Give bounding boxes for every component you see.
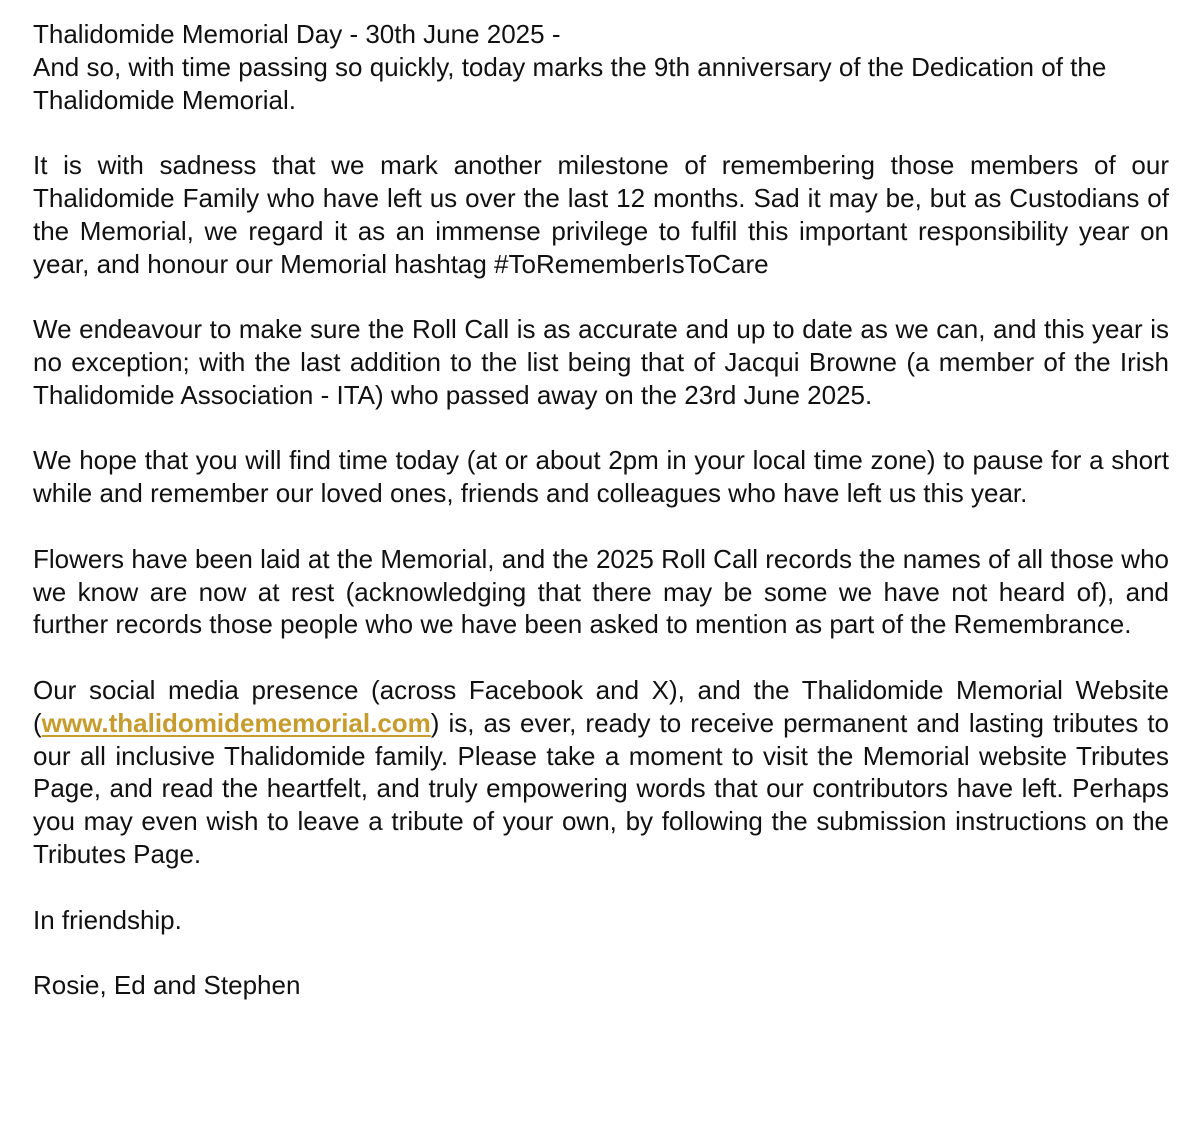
opening-paragraph bbox=[33, 18, 1169, 116]
social-text-after-link: ) is, as ever, ready to receive permanent and lasting tributes to our all inclusive Thalidomide family. Please take a moment to visit the Memorial website Tributes Page, and read the heartfelt, and truly empowering words that our contributors have left. Perhaps you may even wish to leave a tribute of your own, by following the submission instructions on the Tributes Page. bbox=[33, 707, 1169, 869]
paragraph-remember: It is with sadness that we mark another milestone of remembering those members of our Thalidomide Family who have left us over the last 12 months. Sad it may be, but as Custodians of the Memorial, we regard it as an immense privilege to fulfil this important responsibility year on year, and honour our Memorial hashtag #ToRememberIsToCare bbox=[33, 150, 1169, 279]
letter-heading: Thalidomide Memorial Day - 30th June 2025 - bbox=[33, 19, 561, 49]
closing-line: In friendship. bbox=[33, 904, 182, 935]
social-text-before-link: Our social media presence (across Facebook and X), and the Thalidomide Memorial Website ( bbox=[33, 674, 1169, 738]
memorial-letter bbox=[33, 18, 1169, 1035]
paragraph-roll-call: We endeavour to make sure the Roll Call is as accurate and up to date as we can, and this year is no exception; with the last addition to the list being that of Jacqui Browne (a member of the Irish Thalidomide Association - ITA) who passed away on the 23rd June 2025. bbox=[33, 314, 1169, 410]
paragraph-social-media bbox=[33, 674, 1169, 871]
memorial-website-link[interactable]: www.thalidomidememorial.com bbox=[41, 707, 431, 738]
paragraph-pause: We hope that you will find time today (at or about 2pm in your local time zone) to pause for a short while and remember our loved ones, friends and colleagues who have left us this year. bbox=[33, 445, 1169, 509]
paragraph-flowers: Flowers have been laid at the Memorial, and the 2025 Roll Call records the names of all those who we know are now at rest (acknowledging that there may be some we have not heard of), and further records those people who we have been asked to mention as part of the Remembrance. bbox=[33, 543, 1169, 640]
signature: Rosie, Ed and Stephen bbox=[33, 970, 301, 1001]
intro-text: And so, with time passing so quickly, today marks the 9th anniversary of the Dedication of the Thalidomide Memorial. bbox=[33, 51, 1107, 115]
